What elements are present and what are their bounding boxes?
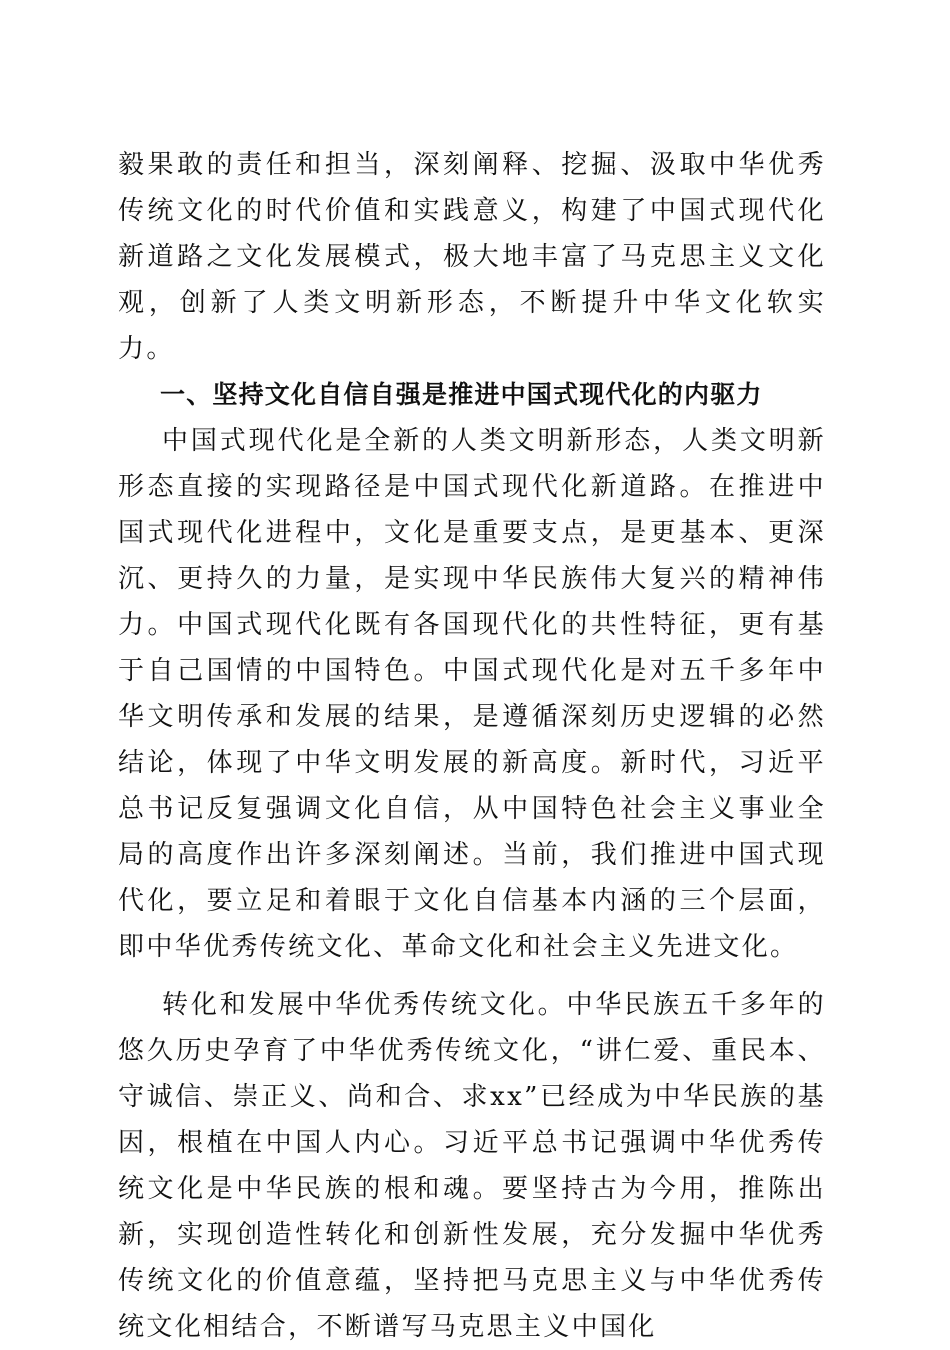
document-body	[118, 142, 826, 1350]
paragraph-traditional-culture: 转化和发展中华优秀传统文化。中华民族五千多年的悠久历史孕育了中华优秀传统文化，“讲仁爱、重民本、守诚信、崇正义、尚和合、求xx”已经成为中华民族的基因，根植在中国人内心。习近平总书记强调中华优秀传统文化是中华民族的根和魂。要坚持古为今用，推陈出新，实现创造性转化和创新性发展，充分发掘中华优秀传统文化的价值意蕴，坚持把马克思主义与中华优秀传统文化相结合，不断谱写马克思主义中国化	[118, 990, 826, 1342]
paragraph-spacer	[118, 970, 826, 982]
section-heading: 一、坚持文化自信自强是推进中国式现代化的内驱力	[160, 380, 763, 409]
paragraph-continuation: 毅果敢的责任和担当，深刻阐释、挖掘、汲取中华优秀传统文化的时代价值和实践意义，构建了中国式现代化新道路之文化发展模式，极大地丰富了马克思主义文化观，创新了人类文明新形态，不断提升中华文化软实力。	[118, 150, 826, 364]
paragraph-section-intro: 中国式现代化是全新的人类文明新形态，人类文明新形态直接的实现路径是中国式现代化新道路。在推进中国式现代化进程中，文化是重要支点，是更基本、更深沉、更持久的力量，是实现中华民族伟大复兴的精神伟力。中国式现代化既有各国现代化的共性特征，更有基于自己国情的中国特色。中国式现代化是对五千多年中华文明传承和发展的结果，是遵循深刻历史逻辑的必然结论，体现了中华文明发展的新高度。新时代，习近平总书记反复强调文化自信，从中国特色社会主义事业全局的高度作出许多深刻阐述。当前，我们推进中国式现代化，要立足和着眼于文化自信基本内涵的三个层面，即中华优秀传统文化、革命文化和社会主义先进文化。	[118, 426, 826, 962]
